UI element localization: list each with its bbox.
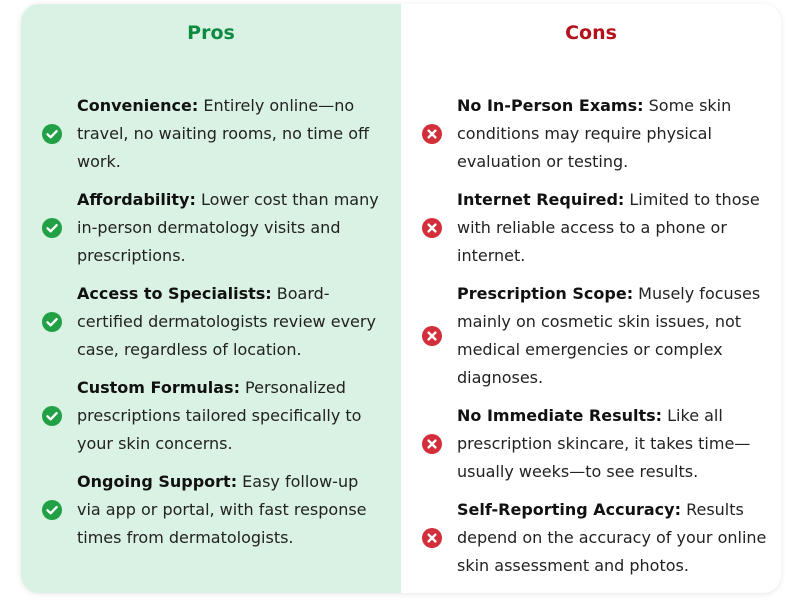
cons-item [422,186,767,270]
pros-item-text [77,280,387,364]
pros-item-description: Board-certified dermatologists review every case, regardless of location. [77,284,376,359]
cons-item [422,402,767,486]
x-circle-icon [422,326,442,346]
check-circle-icon [42,124,62,144]
x-circle-icon [422,528,442,548]
pros-item-label: Affordability: [77,190,196,209]
pros-item [42,468,387,552]
cons-title: Cons [565,22,617,44]
pros-item-label: Access to Specialists: [77,284,272,303]
pros-item [42,374,387,458]
check-circle-icon [42,312,62,332]
cons-item-text [457,280,767,392]
cons-item-description: Like all prescription skincare, it takes time—usually weeks—to see results. [457,406,751,481]
pros-item-description: Easy follow-up via app or portal, with fast response times from dermatologists. [77,472,367,547]
cons-item-label: No Immediate Results: [457,406,663,425]
cons-item-description: Results depend on the accuracy of your online skin assessment and photos. [457,500,767,575]
pros-item-label: Ongoing Support: [77,472,238,491]
pros-item-text [77,468,387,552]
x-circle-icon [422,434,442,454]
cons-item-text [457,402,767,486]
cons-column [401,4,781,593]
cons-item [422,92,767,176]
cons-item-description: Musely focuses mainly on cosmetic skin issues, not medical emergencies or complex diagnoses. [457,284,761,387]
check-circle-icon [42,406,62,426]
pros-item [42,92,387,176]
pros-item-description: Personalized prescriptions tailored specifically to your skin concerns. [77,378,362,453]
pros-column [21,4,401,593]
check-circle-icon [42,218,62,238]
check-circle-icon [42,500,62,520]
cons-item-label: Prescription Scope: [457,284,634,303]
cons-item [422,280,767,392]
pros-item [42,280,387,364]
cons-item-description: Some skin conditions may require physical evaluation or testing. [457,96,732,171]
cons-item-label: Self-Reporting Accuracy: [457,500,681,519]
cons-item-text [457,186,767,270]
pros-item-text [77,92,387,176]
pros-item-description: Entirely online—no travel, no waiting rooms, no time off work. [77,96,369,171]
cons-item [422,496,767,580]
pros-item [42,186,387,270]
pros-item-label: Custom Formulas: [77,378,240,397]
cons-item-label: Internet Required: [457,190,625,209]
cons-item-text [457,92,767,176]
cons-item-description: Limited to those with reliable access to a phone or internet. [457,190,760,265]
pros-cons-card [21,4,781,593]
pros-title: Pros [187,22,235,44]
pros-item-text [77,186,387,270]
cons-item-text [457,496,767,580]
pros-item-text [77,374,387,458]
pros-item-label: Convenience: [77,96,199,115]
pros-item-description: Lower cost than many in-person dermatology visits and prescriptions. [77,190,379,265]
cons-item-label: No In-Person Exams: [457,96,644,115]
x-circle-icon [422,124,442,144]
x-circle-icon [422,218,442,238]
